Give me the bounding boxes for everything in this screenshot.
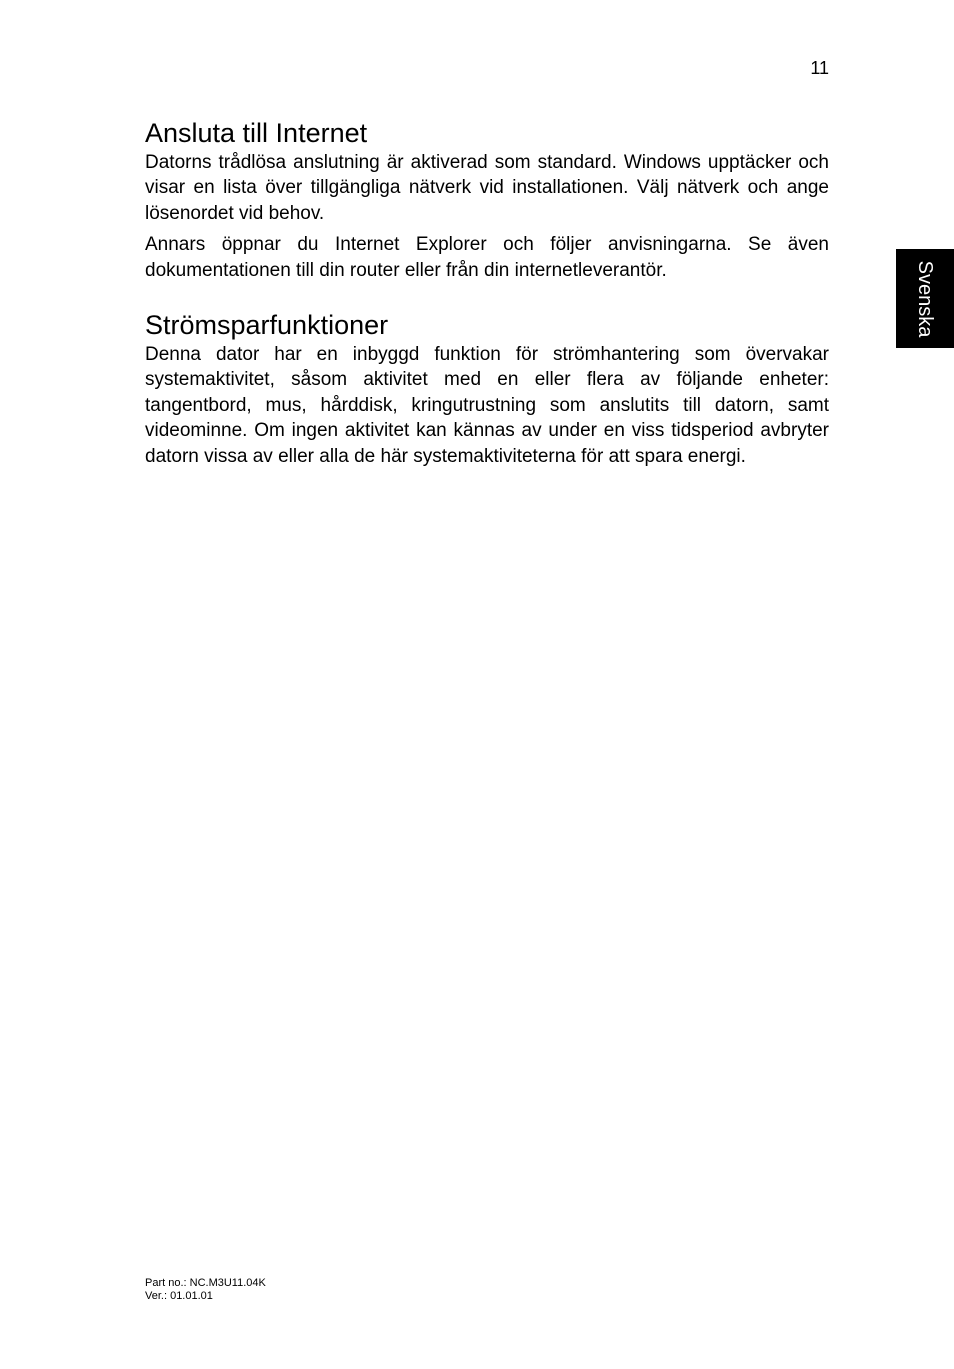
section-heading: Strömsparfunktioner (145, 310, 389, 341)
section-heading: Ansluta till Internet (145, 118, 368, 148)
paragraph: Annars öppnar du Internet Explorer och följer anvisningarna. Se även dokumentationen till din router eller från din internetleverantör. (145, 234, 829, 281)
paragraph: Denna dator har en inbyggd funktion för strömhantering som övervakar systemaktivitet, såsom aktivitet med en eller flera av följande enheter: tangentbord, mus, hårddisk, kringutrustning som anslutits till datorn, samt videominne. Om ingen aktivitet kan kännas av under en viss tidsperiod avbryter datorn vissa av eller alla de här systemaktiviteterna för att spara energi. (145, 344, 829, 467)
footer-part-number: Part no.: NC.M3U11.04K (145, 1277, 266, 1289)
main-content (145, 116, 829, 475)
language-tab-label: Svenska (914, 260, 936, 338)
language-tab (896, 249, 954, 348)
section-internet (145, 116, 829, 283)
section-power-saving (145, 308, 829, 469)
paragraph: Datorns trådlösa anslutning är aktiverad som standard. Windows upptäcker och visar en lista över tillgängliga nätverk vid installationen. Välj nätverk och ange lösenordet vid behov. (145, 152, 829, 224)
page-number: 11 (810, 58, 829, 78)
footer-version: Ver.: 01.01.01 (145, 1290, 213, 1302)
footer (145, 1277, 266, 1303)
